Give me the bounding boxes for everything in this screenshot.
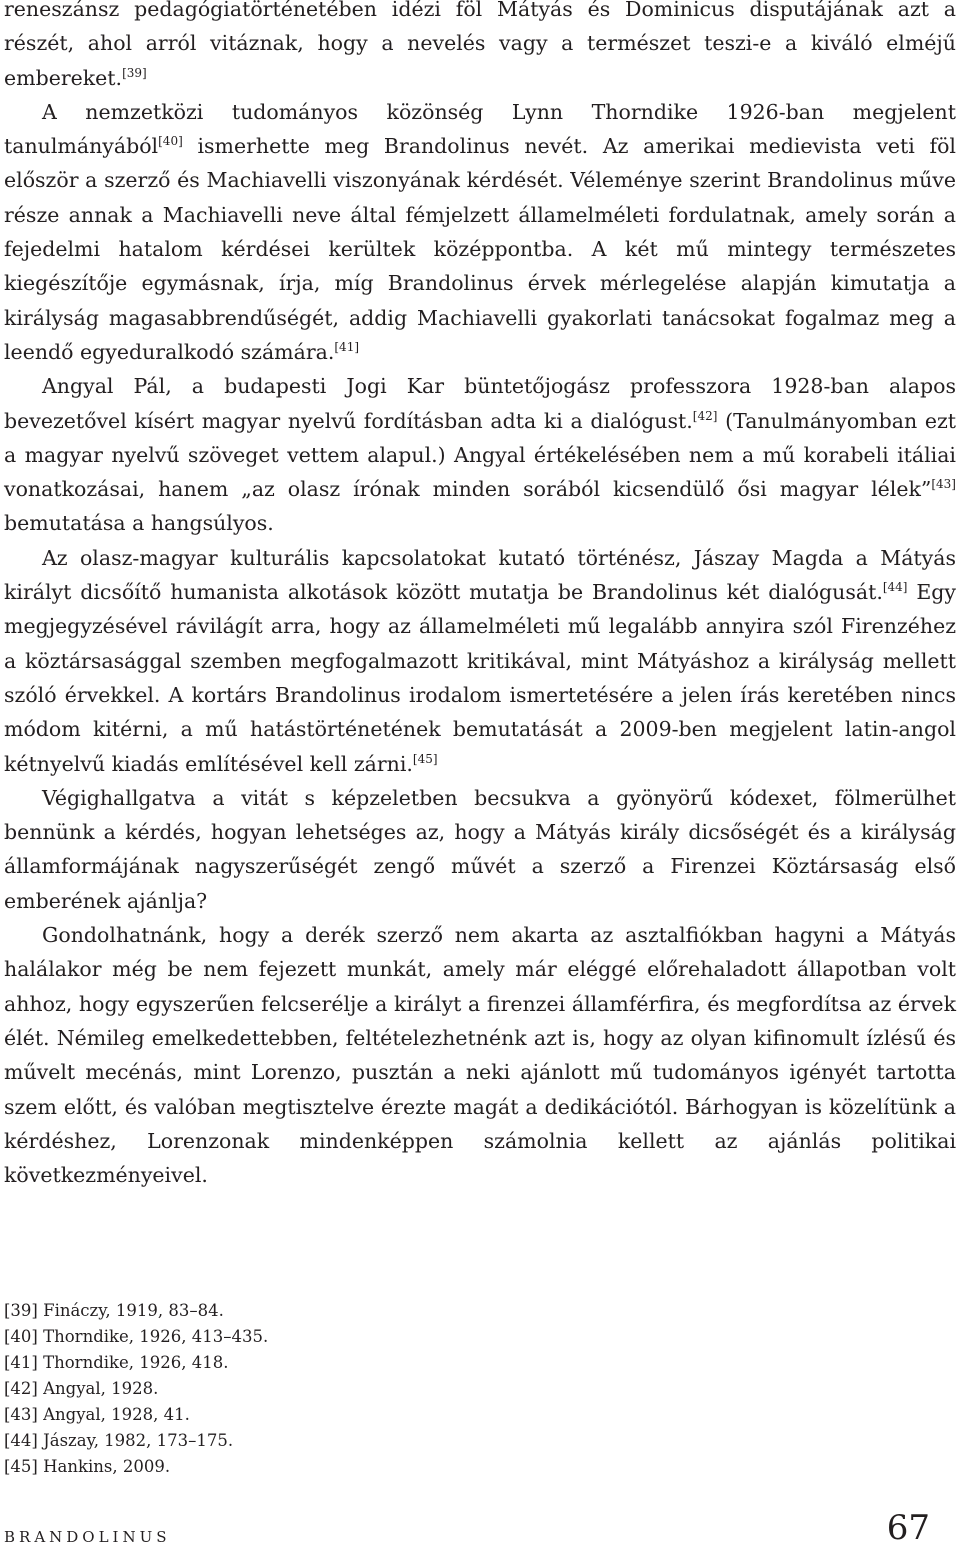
paragraph-text: ismerhette meg Brandolinus nevét. Az amerikai medievista veti föl először a szerző és Machiavelli viszonyának kérdését. Véleménye szerint Brandolinus műve része annak a Machiavelli neve által fémjelzett államelméleti fordulatnak, amely során a fejedelmi hatalom kérdései kerültek középpontba. A két mű mintegy természetes kiegészítője egymásnak, írja, míg Brandolinus érvek mérlegelése alapján kimutatja a királyság magasabbrendűségét, addig Machiavelli gyakorlati tanácsokat fogalmaz meg a leendő egyeduralkodó számára. — [4, 134, 956, 364]
footnote: [40] Thorndike, 1926, 413–435. — [4, 1327, 269, 1346]
paragraph — [4, 541, 956, 781]
footnote: [39] Fináczy, 1919, 83–84. — [4, 1301, 224, 1320]
paragraph-text: reneszánsz pedagógiatörténetében idézi föl Mátyás és Dominicus disputájának azt a részét, ahol arról vitáznak, hogy a nevelés vagy a természet teszi-e a kiváló elméjű embereket. — [4, 0, 956, 90]
paragraph — [4, 918, 956, 1192]
footnote-reference: [42] — [692, 408, 718, 423]
paragraph — [4, 369, 956, 540]
paragraph-text: Egy megjegyzésével rávilágít arra, hogy az államelméleti mű legalább annyira szól Firenzéhez a köztársasággal szemben megfogalmazott kritikával, mint Mátyáshoz a királyság mellett szóló érvekkel. A kortárs Brandolinus irodalom ismertetésére a jelen írás keretében nincs módom kitérni, a mű hatástörténetének bemutatását a 2009-ben megjelent latin-angol kétnyelvű kiadás említésével kell zárni. — [4, 580, 956, 776]
footnote-reference: [43] — [931, 477, 956, 492]
footnote: [44] Jászay, 1982, 173–175. — [4, 1431, 234, 1450]
paragraph-text: Az olasz-magyar kulturális kapcsolatokat kutató történész, Jászay Magda a Mátyás királyt dicsőítő humanista alkotások között mutatja be Brandolinus két dialógusát. — [4, 545, 956, 605]
running-footer-title: BRANDOLINUS — [4, 1528, 171, 1546]
page-number: 67 — [886, 1508, 930, 1548]
footnotes — [4, 1298, 704, 1480]
footnote: [41] Thorndike, 1926, 418. — [4, 1353, 229, 1372]
paragraph — [4, 781, 956, 918]
footnote: [42] Angyal, 1928. — [4, 1379, 159, 1398]
footnote-reference: [45] — [412, 751, 438, 766]
paragraph-text: Gondolhatnánk, hogy a derék szerző nem akarta az asztalfiókban hagyni a Mátyás halálakor még be nem fejezett munkát, amely már eléggé előrehaladott állapotban volt ahhoz, hogy egyszerűen felcserélje a királyt a firenzei államférfira, és megfordítsa az érvek élét. Némileg emelkedettebben, feltételezhetnénk azt is, hogy az olyan kifinomult ízlésű és művelt mecénás, mint Lorenzo, pusztán a neki ajánlott mű tudományos igényét tartotta szem előtt, és valóban megtisztelve érezte magát a dedikációtól. Bárhogyan is közelítünk a kérdéshez, Lorenzonak mindenképpen számolnia kellett az ajánlás politikai következményeivel. — [4, 923, 956, 1188]
paragraph-text: bemutatása a hangsúlyos. — [4, 511, 274, 536]
footnote-reference: [41] — [334, 339, 360, 354]
paragraph-text: (Tanulmányomban ezt a magyar nyelvű szöveget vettem alapul.) Angyal értékelésében nem a mű korabeli itáliai vonatkozásai, hanem „az olasz írónak minden sorából kicsendülő ősi magyar lélek” — [4, 408, 956, 502]
footnote-reference: [39] — [122, 65, 147, 80]
body-text — [4, 0, 956, 1192]
footnote: [45] Hankins, 2009. — [4, 1457, 171, 1476]
footnote: [43] Angyal, 1928, 41. — [4, 1405, 190, 1424]
paragraph-text: Végighallgatva a vitát s képzeletben becsukva a gyönyörű kódexet, fölmerülhet bennünk a kérdés, hogyan lehetséges az, hogy a Mátyás király dicsőségét és a királyság államformájának nagyszerűségét zengő művét a szerző a Firenzei Köztársaság első emberének ajánlja? — [4, 785, 956, 913]
footnote-reference: [40] — [158, 134, 183, 149]
paragraph — [4, 0, 956, 95]
paragraph — [4, 95, 956, 369]
footnote-reference: [44] — [882, 580, 908, 595]
paragraph-text: A nemzetközi tudományos közönség Lynn Thorndike 1926-ban megjelent tanulmányából — [4, 99, 956, 159]
paragraph-text: Angyal Pál, a budapesti Jogi Kar büntetőjogász professzora 1928-ban alapos bevezetővel kísért magyar nyelvű fordításban adta ki a dialógust. — [4, 374, 956, 433]
